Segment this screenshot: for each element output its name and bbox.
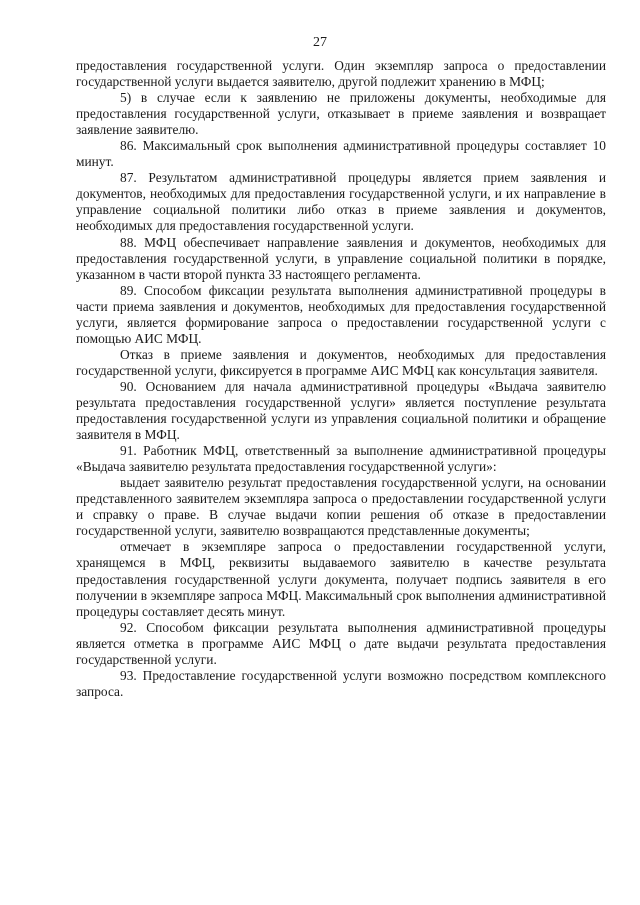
paragraph: 92. Способом фиксации результата выполнения административной процедуры является отметка в программе АИС МФЦ о дате выдачи результата предоставления государственной услуги. xyxy=(76,619,606,667)
paragraph: предоставления государственной услуги. Один экземпляр запроса о предоставлении государственной услуги выдается заявителю, другой подлежит хранению в МФЦ; xyxy=(76,58,606,90)
paragraph: 88. МФЦ обеспечивает направление заявления и документов, необходимых для предоставления государственной услуги, в управление социальной политики в порядке, указанном в части второй пункта 33 настоящего регламента. xyxy=(76,234,606,282)
paragraph: 5) в случае если к заявлению не приложены документы, необходимые для предоставления государственной услуги, отказывает в приеме заявления и возвращает заявление заявителю. xyxy=(76,90,606,138)
paragraph: 91. Работник МФЦ, ответственный за выполнение административной процедуры «Выдача заявителю результата предоставления государственной услуги»: xyxy=(76,443,606,475)
paragraph: 89. Способом фиксации результата выполнения административной процедуры в части приема заявления и документов, необходимых для предоставления государственной услуги, является формирование запроса о предоставлении государственной услуги с помощью АИС МФЦ. xyxy=(76,282,606,346)
paragraph: отмечает в экземпляре запроса о предоставлении государственной услуги, хранящемся в МФЦ, реквизиты выдаваемого заявителю в качестве результата предоставления государственной услуги документа, получает подпись заявителя в его получении в экземпляре запроса МФЦ. Максимальный срок выполнения административной процедуры составляет десять минут. xyxy=(76,539,606,619)
paragraph: 93. Предоставление государственной услуги возможно посредством комплексного запроса. xyxy=(76,667,606,699)
paragraph: Отказ в приеме заявления и документов, необходимых для предоставления государственной услуги, фиксируется в программе АИС МФЦ как консультация заявителя. xyxy=(76,346,606,378)
paragraph: 90. Основанием для начала административной процедуры «Выдача заявителю результата предоставления государственной услуги» является поступление результата предоставления государственной услуги из управления социальной политики и обращение заявителя в МФЦ. xyxy=(76,378,606,443)
paragraph: выдает заявителю результат предоставления государственной услуги, на основании представленного заявителем экземпляра запроса о предоставлении государственной услуги и справку о праве. В случае выдачи копии решения об отказе в предоставлении государственной услуги, заявителю возвращаются представленные документы; xyxy=(76,475,606,539)
paragraph: 87. Результатом административной процедуры является прием заявления и документов, необходимых для предоставления государственной услуги, и их направление в управление социальной политики либо отказ в приеме заявления и документов, необходимых для предоставления государственной услуги. xyxy=(76,170,606,234)
page-number: 27 xyxy=(313,35,327,50)
paragraph: 86. Максимальный срок выполнения административной процедуры составляет 10 минут. xyxy=(76,138,606,170)
document-body xyxy=(76,58,606,700)
